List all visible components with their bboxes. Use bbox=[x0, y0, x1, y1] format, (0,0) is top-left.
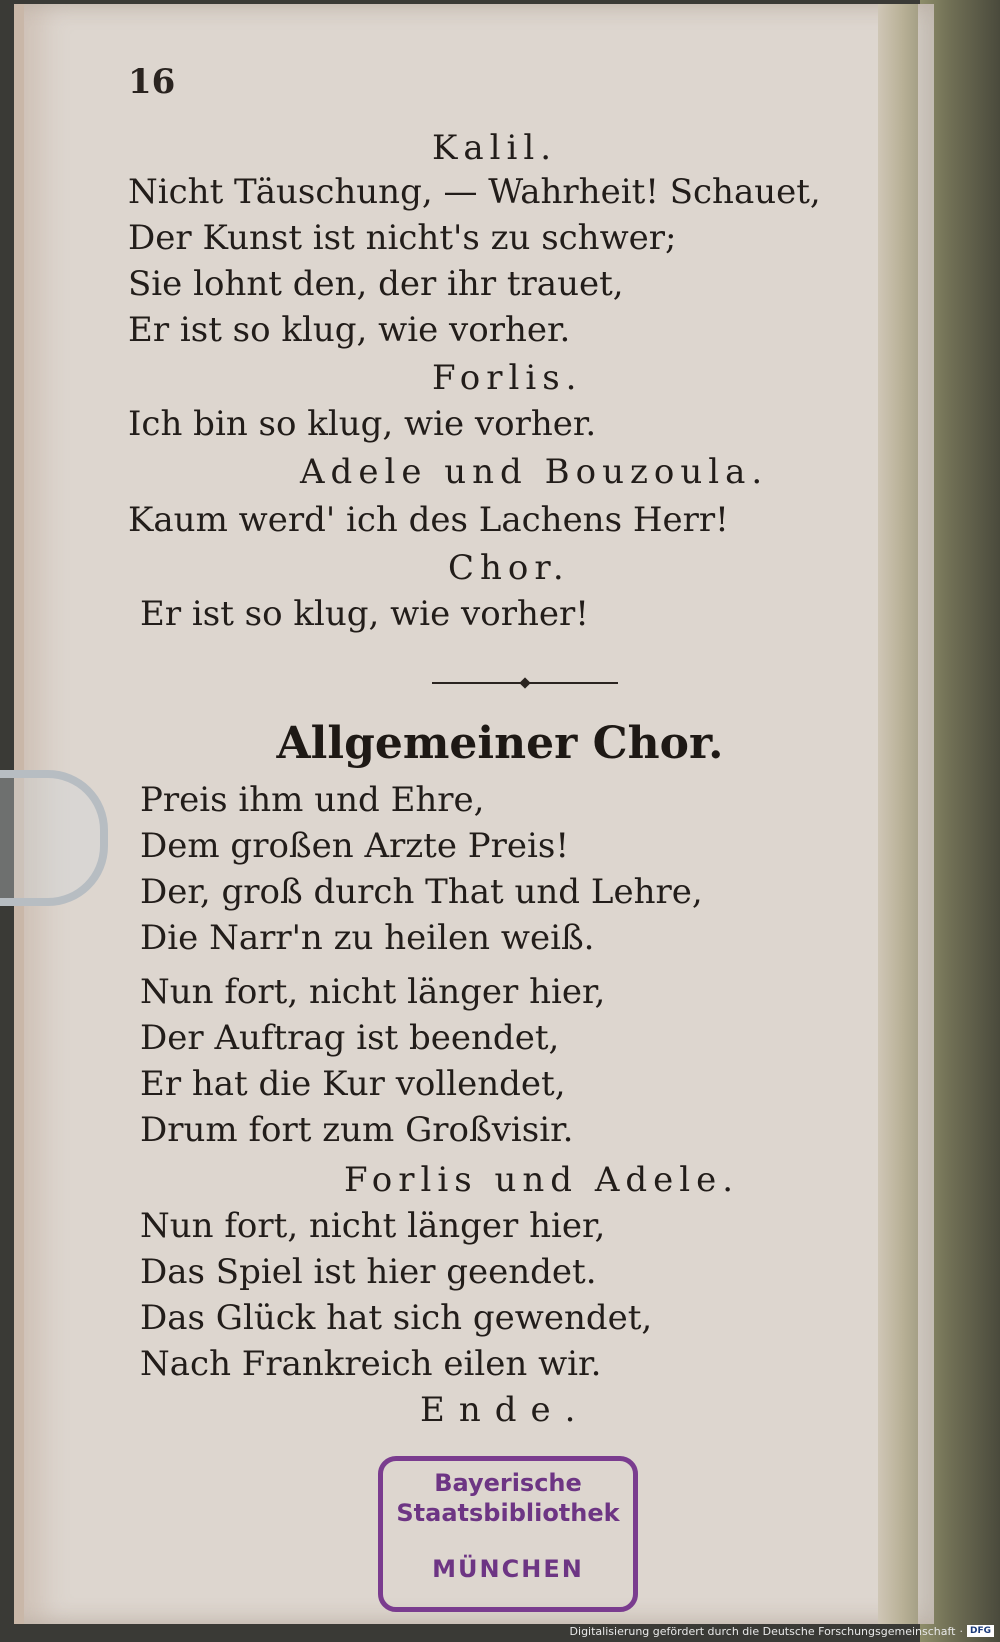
verse-line: Er ist so klug, wie vorher. bbox=[128, 310, 571, 350]
verse-line: Nun fort, nicht länger hier, bbox=[140, 972, 606, 1012]
verse-line: Er ist so klug, wie vorher! bbox=[140, 594, 589, 634]
footer-text: Digitalisierung gefördert durch die Deutsche Forschungsgemeinschaft bbox=[569, 1624, 956, 1638]
stamp-line-1: Bayerische bbox=[434, 1469, 582, 1497]
page-gutter bbox=[878, 4, 918, 1624]
stamp-line-3: MÜNCHEN bbox=[432, 1555, 584, 1583]
verse-line: Nicht Täuschung, — Wahrheit! Schauet, bbox=[128, 172, 821, 212]
verse-line: Die Narr'n zu heilen weiß. bbox=[140, 918, 595, 958]
verse-line: Das Glück hat sich gewendet, bbox=[140, 1298, 653, 1338]
speaker-name: Kalil. bbox=[432, 128, 558, 168]
verse-line: Preis ihm und Ehre, bbox=[140, 780, 485, 820]
verse-line: Ich bin so klug, wie vorher. bbox=[128, 404, 597, 444]
verse-line: Sie lohnt den, der ihr trauet, bbox=[128, 264, 624, 304]
paper-clip bbox=[0, 770, 108, 906]
verse-line: Nach Frankreich eilen wir. bbox=[140, 1344, 602, 1384]
speaker-name: Forlis und Adele. bbox=[344, 1160, 740, 1200]
library-stamp bbox=[378, 1456, 638, 1612]
page-number: 16 bbox=[128, 62, 176, 102]
verse-line: Kaum werd' ich des Lachens Herr! bbox=[128, 500, 729, 540]
verse-line: Der Auftrag ist beendet, bbox=[140, 1018, 560, 1058]
verse-line: Der, groß durch That und Lehre, bbox=[140, 872, 703, 912]
verse-line: Das Spiel ist hier geendet. bbox=[140, 1252, 597, 1292]
dfg-logo-icon: DFG bbox=[967, 1625, 994, 1637]
section-title: Allgemeiner Chor. bbox=[276, 718, 724, 769]
verse-line: Nun fort, nicht länger hier, bbox=[140, 1206, 606, 1246]
speaker-name: Forlis. bbox=[432, 358, 583, 398]
ende-text: Ende. bbox=[420, 1390, 590, 1430]
stamp-line-2: Staatsbibliothek bbox=[396, 1499, 620, 1527]
verse-line: Der Kunst ist nicht's zu schwer; bbox=[128, 218, 677, 258]
speaker-name: Chor. bbox=[448, 548, 570, 588]
speaker-name: Adele und Bouzoula. bbox=[300, 452, 769, 492]
footer-credit: Digitalisierung gefördert durch die Deutsche Forschungsgemeinschaft · DFG bbox=[570, 1622, 994, 1640]
verse-line: Er hat die Kur vollendet, bbox=[140, 1064, 566, 1104]
verse-line: Drum fort zum Großvisir. bbox=[140, 1110, 574, 1150]
verse-line: Dem großen Arzte Preis! bbox=[140, 826, 570, 866]
